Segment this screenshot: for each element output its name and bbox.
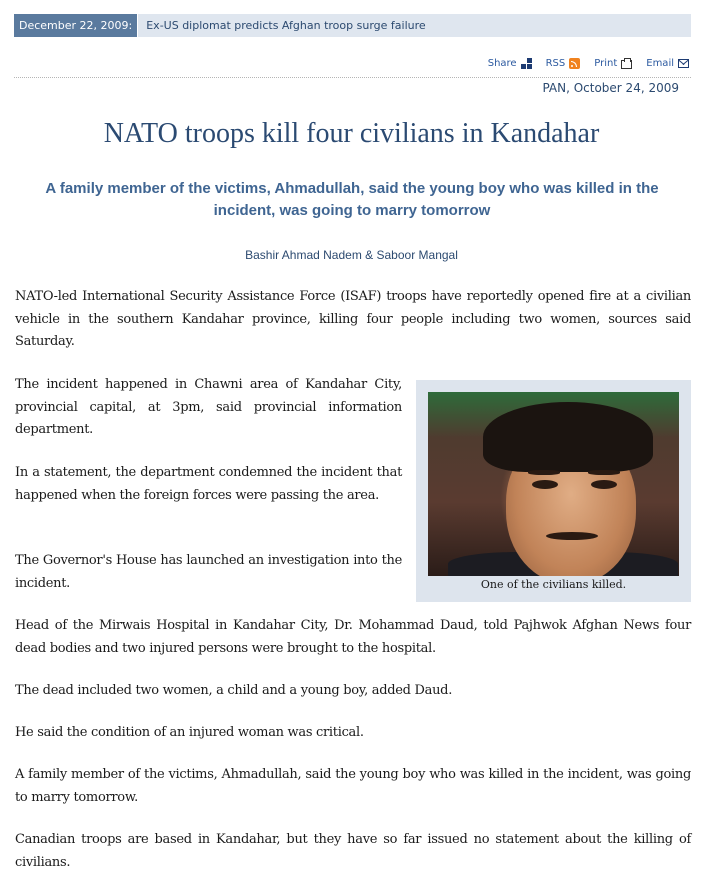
article-paragraph: The incident happened in Chawni area of Kandahar City, provincial capital, at 3pm, said provincial information department. bbox=[15, 377, 402, 438]
article-subtitle: A family member of the victims, Ahmadullah, said the young boy who was killed in the incident, was going to marry tomorrow bbox=[45, 180, 659, 219]
ticker-date: December 22, 2009: bbox=[14, 14, 137, 37]
email-link[interactable]: Email bbox=[646, 58, 674, 69]
article-paragraph: The Governor's House has launched an investigation into the incident. bbox=[15, 553, 402, 591]
article-paragraph: The dead included two women, a child and a young boy, added Daud. bbox=[15, 683, 453, 698]
ticker-headline-link[interactable]: Ex-US diplomat predicts Afghan troop surge failure bbox=[146, 19, 426, 32]
toolbar-divider bbox=[14, 77, 691, 78]
article-toolbar bbox=[488, 58, 689, 69]
source-date: PAN, October 24, 2009 bbox=[542, 81, 679, 95]
article-paragraph: Canadian troops are based in Kandahar, but they have so far issued no statement about the killing of civilians. bbox=[15, 832, 691, 870]
article-paragraph: Head of the Mirwais Hospital in Kandahar City, Dr. Mohammad Daud, told Pajhwok Afghan News four dead bodies and two injured persons were brought to the hospital. bbox=[15, 618, 691, 656]
print-link[interactable]: Print bbox=[594, 58, 618, 69]
article-paragraph: A family member of the victims, Ahmadullah, said the young boy who was killed in the incident, was going to marry tomorrow. bbox=[15, 767, 691, 805]
email-icon[interactable] bbox=[678, 59, 689, 68]
rss-icon[interactable] bbox=[569, 58, 580, 69]
article-paragraph: NATO-led International Security Assistance Force (ISAF) troops have reportedly opened fire at a civilian vehicle in the southern Kandahar province, killing four people including two women, sources said Saturday. bbox=[15, 289, 691, 350]
article-paragraph: In a statement, the department condemned the incident that happened when the foreign forces were passing the area. bbox=[15, 465, 402, 503]
print-icon[interactable] bbox=[621, 60, 632, 69]
civilian-photo bbox=[428, 392, 679, 576]
news-ticker bbox=[14, 14, 691, 37]
figure-caption: One of the civilians killed. bbox=[480, 578, 627, 591]
share-link[interactable]: Share bbox=[487, 58, 517, 69]
article-figure bbox=[416, 380, 691, 602]
share-icon[interactable] bbox=[521, 58, 532, 69]
article-paragraph: He said the condition of an injured woman was critical. bbox=[15, 725, 364, 740]
article-title: NATO troops kill four civilians in Kandahar bbox=[103, 118, 600, 149]
rss-link[interactable]: RSS bbox=[545, 58, 566, 69]
article-byline: Bashir Ahmad Nadem & Saboor Mangal bbox=[245, 248, 458, 262]
